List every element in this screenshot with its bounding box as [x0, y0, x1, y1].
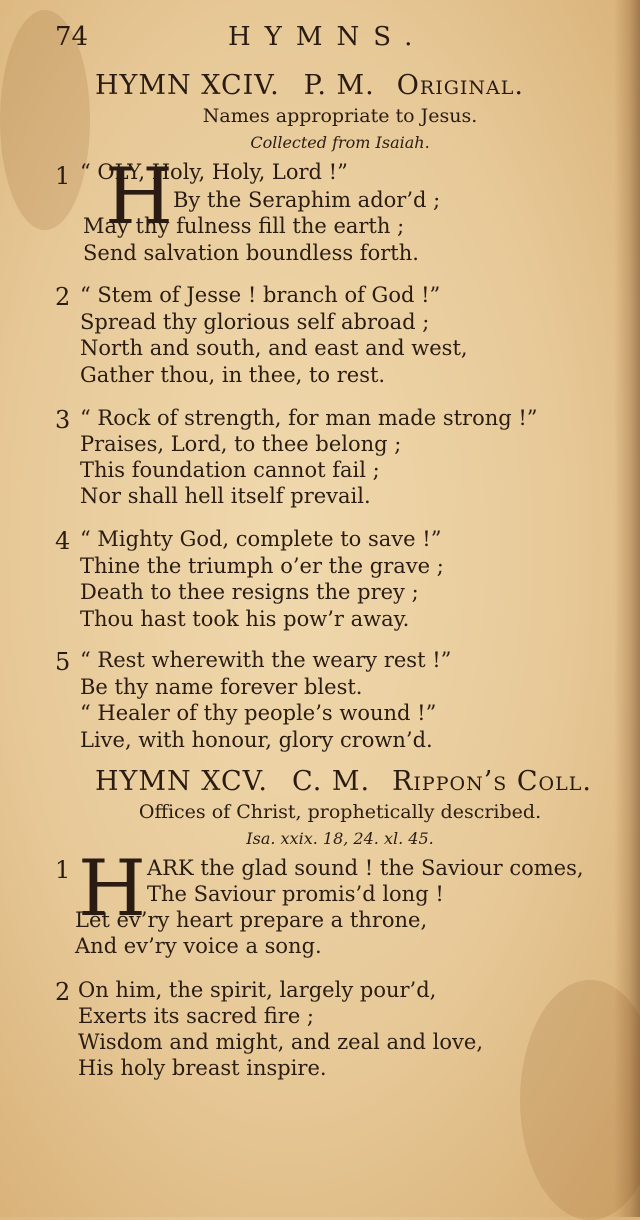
- stanza-number: 4: [55, 527, 71, 555]
- verse-line: The Saviour promis’d long !: [147, 882, 444, 906]
- running-title: HYMNS.: [228, 22, 427, 52]
- verse-line: Send salvation boundless forth.: [83, 241, 419, 265]
- verse-line: “ OLY, Holy, Holy, Lord !”: [80, 160, 348, 184]
- hymn-number: HYMN XCV.: [95, 766, 268, 797]
- hymn-subtitle: Offices of Christ, prophetically described.: [138, 801, 542, 823]
- stanza-number: 1: [55, 856, 71, 884]
- verse-line: Exerts its sacred fire ;: [78, 1004, 315, 1028]
- verse-line: “ Healer of thy people’s wound !”: [80, 701, 437, 725]
- verse-line: Praises, Lord, to thee belong ;: [80, 432, 402, 456]
- verse-line: On him, the spirit, largely pour’d,: [78, 978, 437, 1002]
- hymn-number: HYMN XCIV.: [95, 70, 280, 101]
- verse-line: His holy breast inspire.: [78, 1056, 327, 1080]
- running-head: [0, 22, 640, 56]
- verse-line: Spread thy glorious self abroad ;: [80, 310, 430, 334]
- verse-line: “ Mighty God, complete to save !”: [80, 527, 442, 551]
- verse-line: Let ev’ry heart prepare a throne,: [75, 908, 428, 932]
- verse-line: This foundation cannot fail ;: [80, 458, 380, 482]
- verse-line: Be thy name forever blest.: [80, 675, 363, 699]
- stanza-number: 3: [55, 406, 71, 434]
- verse-line: Nor shall hell itself prevail.: [80, 484, 371, 508]
- verse-line: Death to thee resigns the prey ;: [80, 580, 419, 604]
- hymn-source: Original.: [396, 70, 524, 101]
- page-number: 74: [55, 22, 89, 52]
- hymn-source-note: Isa. xxix. 18, 24. xl. 45.: [246, 829, 434, 848]
- verse-line: “ Rest wherewith the weary rest !”: [80, 648, 452, 672]
- verse-line: Gather thou, in thee, to rest.: [80, 363, 386, 387]
- verse-line: ARK the glad sound ! the Saviour comes,: [147, 856, 584, 880]
- verse-line: Thou hast took his pow’r away.: [80, 607, 410, 631]
- stanza-number: 5: [55, 648, 71, 676]
- verse-line: By the Seraphim ador’d ;: [173, 188, 441, 212]
- verse-line: Thine the triumph o’er the grave ;: [80, 554, 444, 578]
- drop-cap: H: [105, 152, 174, 242]
- stanza-number: 2: [55, 978, 71, 1006]
- stanza-number: 1: [55, 162, 71, 190]
- page-edge: [614, 0, 640, 1217]
- verse-line: May thy fulness fill the earth ;: [83, 214, 405, 238]
- verse-line: “ Stem of Jesse ! branch of God !”: [80, 283, 441, 307]
- hymn-heading: [95, 70, 524, 101]
- hymn-meter: P. M.: [303, 70, 375, 101]
- verse-line: “ Rock of strength, for man made strong !”: [80, 406, 538, 430]
- hymn-meter: C. M.: [292, 766, 371, 797]
- verse-line: Live, with honour, glory crown’d.: [80, 728, 433, 752]
- stanza-number: 2: [55, 283, 71, 311]
- verse-line: North and south, and east and west,: [80, 336, 468, 360]
- hymn-source: Rippon’s Coll.: [392, 766, 592, 797]
- hymn-heading: [95, 766, 592, 797]
- verse-line: Wisdom and might, and zeal and love,: [78, 1030, 483, 1054]
- hymn-subtitle: Names appropriate to Jesus.: [202, 105, 478, 127]
- hymn-source-note: Collected from Isaiah.: [250, 133, 430, 152]
- verse-line: And ev’ry voice a song.: [75, 934, 322, 958]
- drop-cap: H: [78, 844, 147, 934]
